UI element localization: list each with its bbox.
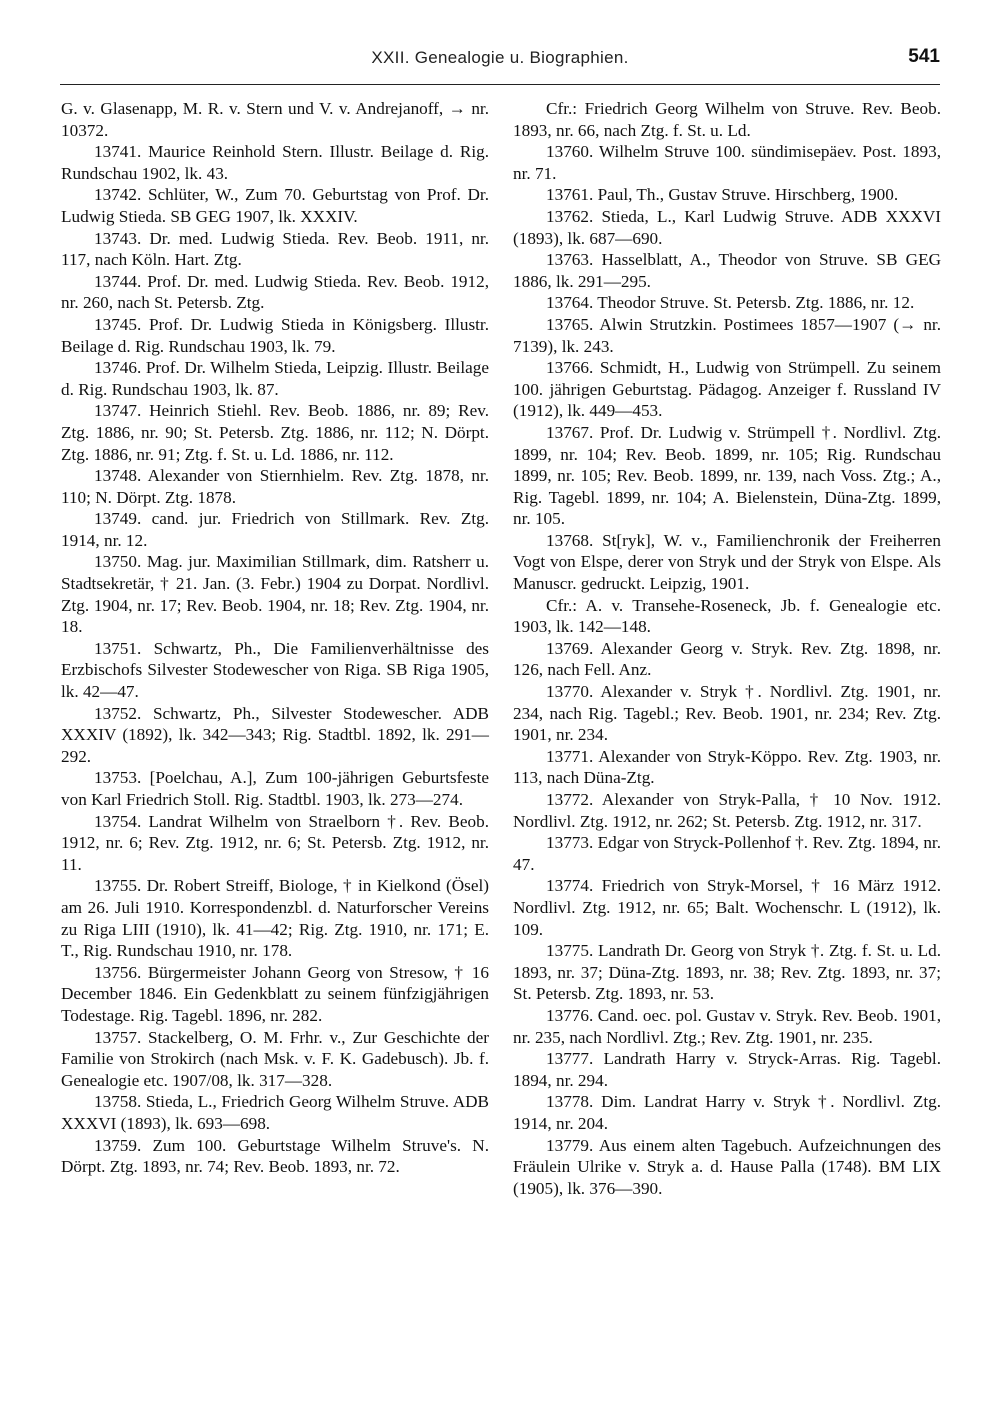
right-column	[513, 98, 941, 1199]
entry: 13772. Alexander von Stryk-Palla, † 10 Nov. 1912. Nordlivl. Ztg. 1912, nr. 262; St. Petersb. Ztg. 1912, nr. 317.	[513, 790, 941, 831]
entry: 13741. Maurice Reinhold Stern. Illustr. Beilage d. Rig. Rundschau 1902, lk. 43.	[61, 142, 489, 183]
entry: 13744. Prof. Dr. med. Ludwig Stieda. Rev. Beob. 1912, nr. 260, nach St. Petersb. Ztg.	[61, 271, 489, 313]
entry: 13769. Alexander Georg v. Stryk. Rev. Ztg. 1898, nr. 126, nach Fell. Anz.	[513, 638, 941, 680]
entry: 13762. Stieda, L., Karl Ludwig Struve. ADB XXXVI (1893), lk. 687—690.	[513, 206, 941, 248]
entry: 13771. Alexander von Stryk-Köppo. Rev. Ztg. 1903, nr. 113, nach Düna-Ztg.	[513, 746, 941, 788]
entry: 13770. Alexander v. Stryk †. Nordlivl. Ztg. 1901, nr. 234, nach Rig. Tagebl.; Rev. Beob. 1901, nr. 234; Rev. Ztg. 1901, nr. 234.	[513, 682, 941, 745]
entry: 13774. Friedrich von Stryk-Morsel, † 16 März 1912. Nordlivl. Ztg. 1912, nr. 65; Balt. Wochenschr. L (1912), lk. 109.	[513, 876, 941, 939]
entry: 13777. Landrath Harry v. Stryck-Arras. Rig. Tagebl. 1894, nr. 294.	[513, 1049, 941, 1090]
running-header	[60, 44, 940, 85]
entry: 13758. Stieda, L., Friedrich Georg Wilhelm Struve. ADB XXXVI (1893), lk. 693—698.	[61, 1092, 489, 1133]
entry: 13751. Schwartz, Ph., Die Familienverhältnisse des Erzbischofs Silvester Stodewescher von Riga. SB Riga 1905, lk. 42—47.	[61, 638, 489, 702]
left-column	[61, 98, 489, 1178]
entry: 13756. Bürgermeister Johann Georg von Stresow, † 16 December 1846. Ein Gedenkblatt zu seinem fünfzigjährigen Todestage. Rig. Tagebl. 1896, nr. 282.	[61, 962, 489, 1025]
entry: 13742. Schlüter, W., Zum 70. Geburtstag von Prof. Dr. Ludwig Stieda. SB GEG 1907, lk. XXXIV.	[61, 185, 489, 226]
entry: 13745. Prof. Dr. Ludwig Stieda in Königsberg. Illustr. Beilage d. Rig. Rundschau 1903, lk. 79.	[61, 314, 489, 356]
running-title: XXII. Genealogie u. Biographien.	[371, 48, 629, 67]
entry: 13753. [Poelchau, A.], Zum 100-jährigen Geburtsfeste von Karl Friedrich Stoll. Rig. Stadtbl. 1903, lk. 273—274.	[61, 768, 489, 809]
entry: 13746. Prof. Dr. Wilhelm Stieda, Leipzig. Illustr. Beilage d. Rig. Rundschau 1903, lk. 87.	[61, 358, 489, 399]
page-number: 541	[908, 46, 940, 67]
entry: 13761. Paul, Th., Gustav Struve. Hirschberg, 1900.	[546, 185, 899, 205]
entry: Cfr.: A. v. Transehe-Roseneck, Jb. f. Genealogie etc. 1903, lk. 142—148.	[513, 595, 941, 637]
entry: 13750. Mag. jur. Maximilian Stillmark, dim. Ratsherr u. Stadtsekretär, † 21. Jan. (3. Febr.) 1904 zu Dorpat. Nordlivl. Ztg. 1904, nr. 17; Rev. Beob. 1904, nr. 18; Rev. Ztg. 1904, nr. 18.	[61, 552, 489, 637]
entry: 13747. Heinrich Stiehl. Rev. Beob. 1886, nr. 89; Rev. Ztg. 1886, nr. 90; St. Petersb. Ztg. 1886, nr. 112; N. Dörpt. Ztg. 1886, nr. 91; Ztg. f. St. u. Ld. 1886, nr. 112.	[61, 401, 489, 464]
entry: 13759. Zum 100. Geburtstage Wilhelm Struve's. N. Dörpt. Ztg. 1893, nr. 74; Rev. Beob. 1893, nr. 72.	[61, 1135, 489, 1177]
entry: 13768. St[ryk], W. v., Familienchronik der Freiherren Vogt von Elspe, derer von Stryk und der Stryk von Elspe. Als Manuscr. gedruckt. Leipzig, 1901.	[513, 530, 941, 594]
entry: 13757. Stackelberg, O. M. Frhr. v., Zur Geschichte der Familie von Strokirch (nach Msk. v. F. K. Gadebusch). Jb. f. Genealogie etc. 1907/08, lk. 317—328.	[61, 1027, 489, 1090]
entry: 13749. cand. jur. Friedrich von Stillmark. Rev. Ztg. 1914, nr. 12.	[61, 509, 489, 550]
entry: 13760. Wilhelm Struve 100. sündimisepäev. Post. 1893, nr. 71.	[513, 142, 941, 183]
entry: 13776. Cand. oec. pol. Gustav v. Stryk. Rev. Beob. 1901, nr. 235, nach Nordlivl. Ztg.; Rev. Ztg. 1901, nr. 235.	[513, 1005, 941, 1047]
entry: 13765. Alwin Strutzkin. Postimees 1857—1907 (→ nr. 7139), lk. 243.	[513, 314, 941, 356]
entry: 13775. Landrath Dr. Georg von Stryk †. Ztg. f. St. u. Ld. 1893, nr. 37; Düna-Ztg. 1893, nr. 38; Rev. Ztg. 1893, nr. 37; St. Petersb. Ztg. 1893, nr. 53.	[513, 941, 941, 1004]
entry: 13778. Dim. Landrat Harry v. Stryk †. Nordlivl. Ztg. 1914, nr. 204.	[513, 1092, 941, 1133]
entry: 13766. Schmidt, H., Ludwig von Strümpell. Zu seinem 100. jährigen Geburtstag. Pädagog. Anzeiger f. Russland IV (1912), lk. 449—453.	[513, 358, 941, 421]
entry: Cfr.: Friedrich Georg Wilhelm von Struve. Rev. Beob. 1893, nr. 66, nach Ztg. f. St. u. Ld.	[513, 99, 941, 140]
entry: 13763. Hasselblatt, A., Theodor von Struve. SB GEG 1886, lk. 291—295.	[513, 250, 941, 291]
entry: 13779. Aus einem alten Tagebuch. Aufzeichnungen des Fräulein Ulrike v. Stryk a. d. Hause Palla (1748). BM LIX (1905), lk. 376—390.	[513, 1135, 941, 1198]
entry: 13748. Alexander von Stiernhielm. Rev. Ztg. 1878, nr. 110; N. Dörpt. Ztg. 1878.	[61, 466, 489, 507]
entry: 13743. Dr. med. Ludwig Stieda. Rev. Beob. 1911, nr. 117, nach Köln. Hart. Ztg.	[61, 228, 489, 270]
entry: G. v. Glasenapp, M. R. v. Stern und V. v. Andrejanoff, → nr. 10372.	[61, 99, 489, 140]
entry: 13752. Schwartz, Ph., Silvester Stodewescher. ADB XXXIV (1892), lk. 342—343; Rig. Stadtbl. 1892, lk. 291—292.	[61, 703, 489, 766]
entry: 13754. Landrat Wilhelm von Straelborn †. Rev. Beob. 1912, nr. 6; Rev. Ztg. 1912, nr. 6; St. Petersb. Ztg. 1912, nr. 11.	[61, 811, 489, 874]
entry: 13767. Prof. Dr. Ludwig v. Strümpell †. Nordlivl. Ztg. 1899, nr. 104; Rev. Beob. 1899, nr. 105; Rig. Rundschau 1899, nr. 105; Rev. Beob. 1899, nr. 139, nach Voss. Ztg.; A., Rig. Tagebl. 1899, nr. 104; A. Bielenstein, Düna-Ztg. 1899, nr. 105.	[513, 422, 941, 529]
entry: 13755. Dr. Robert Streiff, Biologe, † in Kielkond (Ösel) am 26. Juli 1910. Korrespondenzbl. d. Naturforscher Vereins zu Riga LIII (1910), lk. 41—42; Rig. Ztg. 1910, nr. 171; E. T., Rig. Rundschau 1910, nr. 178.	[61, 876, 489, 961]
entry: 13764. Theodor Struve. St. Petersb. Ztg. 1886, nr. 12.	[546, 293, 915, 313]
entry: 13773. Edgar von Stryck-Pollenhof †. Rev. Ztg. 1894, nr. 47.	[513, 833, 941, 874]
